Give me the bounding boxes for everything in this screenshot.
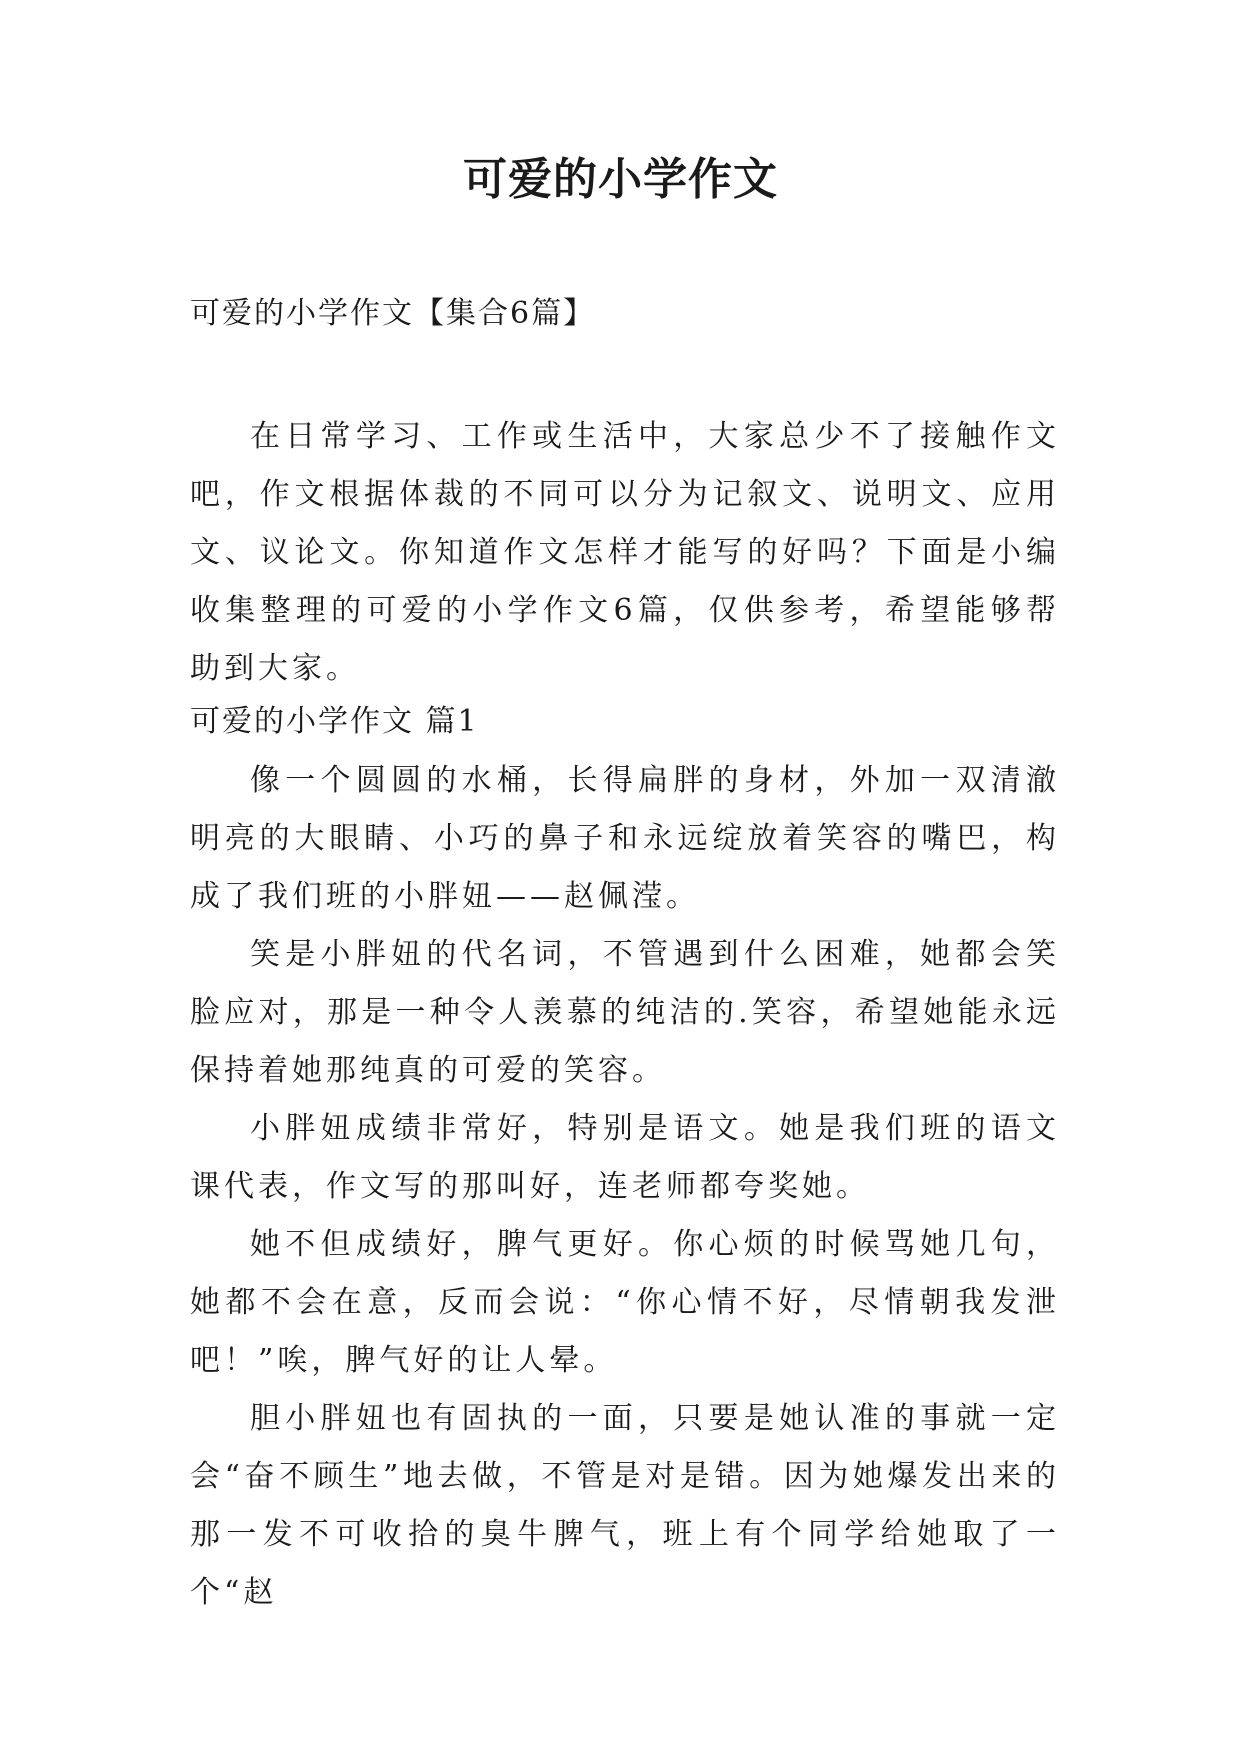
essay-paragraph: 她不但成绩好，脾气更好。你心烦的时候骂她几句，她都不会在意，反而会说：“你心情不好，尽情朝我发泄吧！”唉，脾气好的让人晕。 (190, 1227, 1060, 1378)
document-subtitle: 可爱的小学作文【集合6篇】 (190, 296, 596, 331)
essay-paragraph: 笑是小胖妞的代名词，不管遇到什么困难，她都会笑脸应对，那是一种令人羡慕的纯洁的.笑容，希望她能永远保持着她那纯真的可爱的笑容。 (190, 937, 1060, 1088)
essay-body (190, 752, 1060, 1732)
essay-paragraph: 小胖妞成绩非常好，特别是语文。她是我们班的语文课代表，作文写的那叫好，连老师都夸奖她。 (190, 1111, 1060, 1204)
document-title: 可爱的小学作文 (463, 154, 778, 205)
essay-paragraph: 胆小胖妞也有固执的一面，只要是她认准的事就一定会“奋不顾生”地去做，不管是对是错。因为她爆发出来的那一发不可收拾的臭牛脾气，班上有个同学给她取了一个“赵 (190, 1401, 1060, 1610)
essay-paragraph: 像一个圆圆的水桶，长得扁胖的身材，外加一双清澈明亮的大眼睛、小巧的鼻子和永远绽放着笑容的嘴巴，构成了我们班的小胖妞——赵佩滢。 (190, 763, 1060, 914)
intro-paragraph: 在日常学习、工作或生活中，大家总少不了接触作文吧，作文根据体裁的不同可以分为记叙文、说明文、应用文、议论文。你知道作文怎样才能写的好吗？下面是小编收集整理的可爱的小学作文6篇，仅供参考，希望能够帮助到大家。 (190, 419, 1060, 686)
intro-block (190, 408, 1060, 698)
section-heading: 可爱的小学作文 篇1 (190, 704, 479, 739)
